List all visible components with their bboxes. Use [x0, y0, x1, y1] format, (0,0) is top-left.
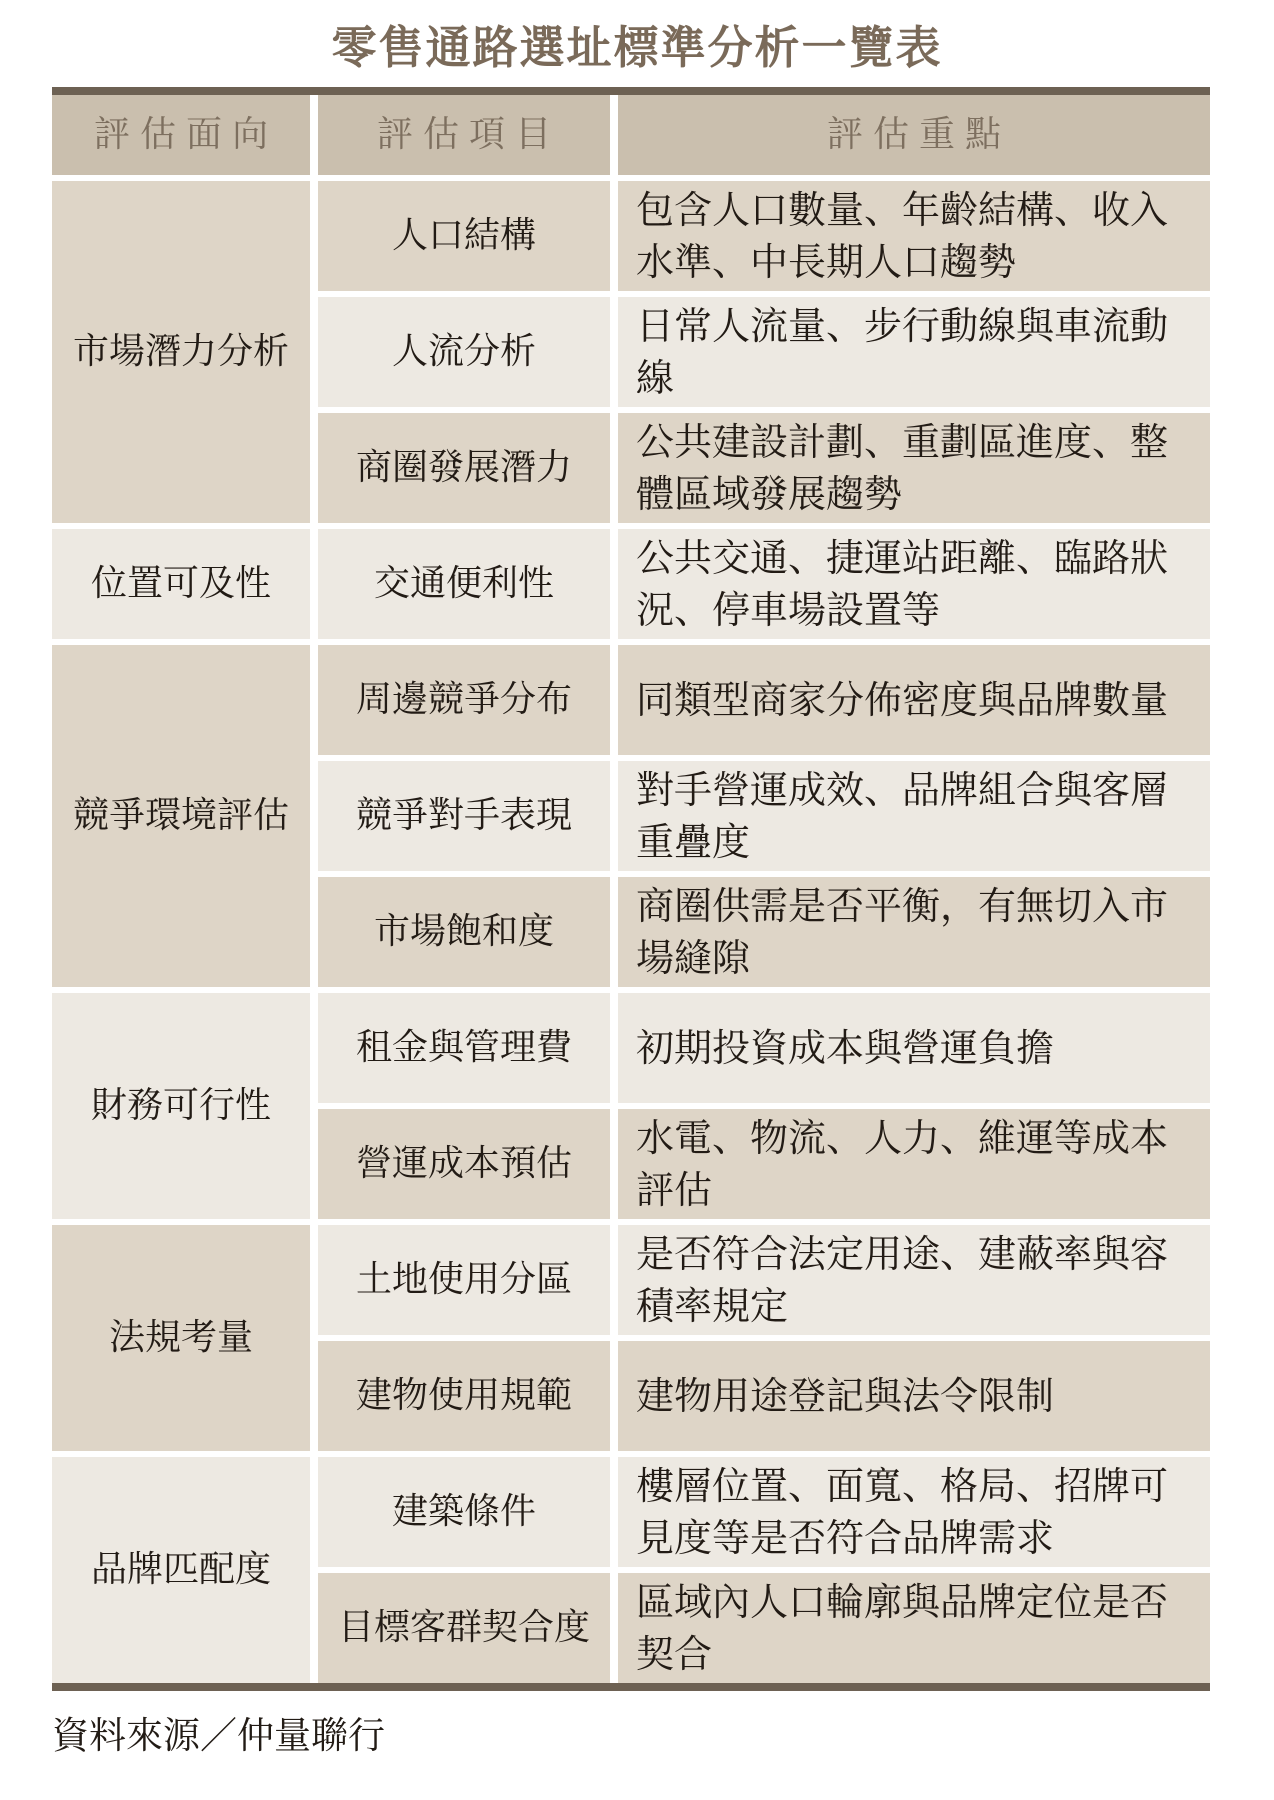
table-grid [52, 95, 1210, 1683]
item-cell: 競爭對手表現 [318, 761, 610, 871]
item-cell: 交通便利性 [318, 529, 610, 639]
focus-cell: 日常人流量、步行動線與車流動線 [618, 297, 1210, 407]
dimension-cell: 財務可行性 [52, 993, 310, 1219]
focus-cell: 同類型商家分佈密度與品牌數量 [618, 645, 1210, 755]
header-cell-dimension: 評估面向 [52, 95, 310, 175]
source-note: 資料來源／仲量聯行 [52, 1714, 385, 1758]
focus-cell: 區域內人口輪廓與品牌定位是否契合 [618, 1573, 1210, 1683]
table-bottom-border [52, 1683, 1210, 1691]
header-cell-item: 評估項目 [318, 95, 610, 175]
dimension-cell: 競爭環境評估 [52, 645, 310, 987]
item-cell: 商圈發展潛力 [318, 413, 610, 523]
focus-cell: 初期投資成本與營運負擔 [618, 993, 1210, 1103]
dimension-cell: 市場潛力分析 [52, 181, 310, 523]
header-cell-focus: 評估重點 [618, 95, 1210, 175]
analysis-table [52, 87, 1210, 1691]
focus-cell: 建物用途登記與法令限制 [618, 1341, 1210, 1451]
item-cell: 市場飽和度 [318, 877, 610, 987]
page-title: 零售通路選址標準分析一覽表 [331, 21, 943, 74]
focus-cell: 水電、物流、人力、維運等成本評估 [618, 1109, 1210, 1219]
item-cell: 人流分析 [318, 297, 610, 407]
dimension-cell: 法規考量 [52, 1225, 310, 1451]
focus-cell: 商圈供需是否平衡，有無切入市場縫隙 [618, 877, 1210, 987]
focus-cell: 公共交通、捷運站距離、臨路狀況、停車場設置等 [618, 529, 1210, 639]
focus-cell: 公共建設計劃、重劃區進度、整體區域發展趨勢 [618, 413, 1210, 523]
table-top-border [52, 87, 1210, 95]
focus-cell: 包含人口數量、年齡結構、收入水準、中長期人口趨勢 [618, 181, 1210, 291]
item-cell: 人口結構 [318, 181, 610, 291]
item-cell: 建築條件 [318, 1457, 610, 1567]
item-cell: 營運成本預估 [318, 1109, 610, 1219]
dimension-cell: 位置可及性 [52, 529, 310, 639]
item-cell: 建物使用規範 [318, 1341, 610, 1451]
item-cell: 租金與管理費 [318, 993, 610, 1103]
focus-cell: 是否符合法定用途、建蔽率與容積率規定 [618, 1225, 1210, 1335]
focus-cell: 對手營運成效、品牌組合與客層重疊度 [618, 761, 1210, 871]
focus-cell: 樓層位置、面寬、格局、招牌可見度等是否符合品牌需求 [618, 1457, 1210, 1567]
item-cell: 目標客群契合度 [318, 1573, 610, 1683]
item-cell: 周邊競爭分布 [318, 645, 610, 755]
item-cell: 土地使用分區 [318, 1225, 610, 1335]
dimension-cell: 品牌匹配度 [52, 1457, 310, 1683]
